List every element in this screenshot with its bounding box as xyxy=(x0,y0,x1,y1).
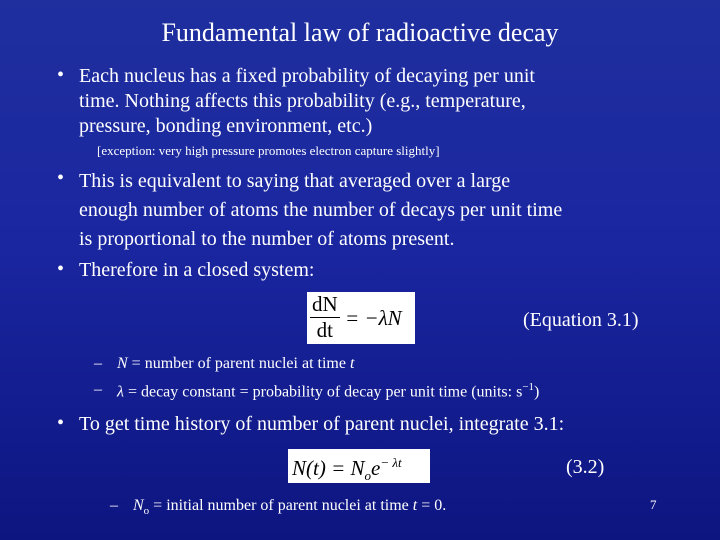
bullet-2-line-3: is proportional to the number of atoms present. xyxy=(79,228,455,250)
equation-3-2-exponent: − λt xyxy=(380,455,402,470)
final-definition-dash: – xyxy=(110,497,118,514)
bullet-4-dot: • xyxy=(57,412,65,434)
equation-3-2-expression xyxy=(292,455,402,484)
page-number: 7 xyxy=(650,497,657,512)
equation-3-1-denominator: dt xyxy=(316,318,333,342)
equation-3-1-numerator: dN xyxy=(312,292,338,316)
slide-title: Fundamental law of radioactive decay xyxy=(161,18,559,47)
bullet-2 xyxy=(79,167,699,254)
final-definition-symbol: N xyxy=(133,497,144,514)
definition-2-sup: −1 xyxy=(522,381,535,393)
bullet-2-line-1: This is equivalent to saying that averaged over a large xyxy=(79,170,511,192)
definition-1-text: = number of parent nuclei at time xyxy=(127,355,350,372)
definition-2 xyxy=(117,381,539,401)
bullet-1-line-1: Each nucleus has a fixed probability of decaying per unit xyxy=(79,65,535,87)
definition-1-symbol: N xyxy=(117,355,128,372)
bullet-3-dot: • xyxy=(57,258,65,280)
equation-3-1-rhs: = −λN xyxy=(345,306,402,330)
bullet-1-line-3: pressure, bonding environment, etc.) xyxy=(79,115,373,137)
definition-1-tail: t xyxy=(349,355,355,372)
equation-3-1-label: (Equation 3.1) xyxy=(523,309,639,331)
equation-3-2 xyxy=(288,449,430,483)
definition-1 xyxy=(117,355,354,373)
final-definition-text: = initial number of parent nuclei at time xyxy=(149,497,413,514)
bullet-3: Therefore in a closed system: xyxy=(79,259,315,281)
equation-3-1-fraction xyxy=(310,292,340,343)
equation-3-1 xyxy=(307,292,415,344)
definition-1-dash: – xyxy=(94,355,102,372)
equation-3-2-sub: o xyxy=(364,468,372,484)
definition-2-close: ) xyxy=(534,383,540,401)
bullet-1-line-2: time. Nothing affects this probability (e.g., temperature, xyxy=(79,90,526,112)
final-definition-var: t xyxy=(412,497,418,514)
final-definition-sub: o xyxy=(143,505,150,518)
bullet-2-line-2: enough number of atoms the number of decays per unit time xyxy=(79,199,563,221)
bullet-1 xyxy=(79,64,699,139)
equation-3-2-label: (3.2) xyxy=(566,456,605,478)
equation-3-2-lhs: N(t) = N xyxy=(292,456,365,480)
bullet-1-dot: • xyxy=(57,64,65,86)
definition-2-dash: – xyxy=(94,381,102,398)
exception-note: [exception: very high pressure promotes electron capture slightly] xyxy=(97,143,440,158)
equation-3-2-base: e xyxy=(371,456,381,480)
final-definition-tail: = 0. xyxy=(417,497,447,514)
final-definition xyxy=(133,497,446,517)
definition-2-symbol: λ xyxy=(117,383,124,401)
definition-2-text: = decay constant = probability of decay per unit time (units: s xyxy=(123,383,523,401)
bullet-4: To get time history of number of parent nuclei, integrate 3.1: xyxy=(79,413,565,435)
bullet-2-dot: • xyxy=(57,167,65,189)
